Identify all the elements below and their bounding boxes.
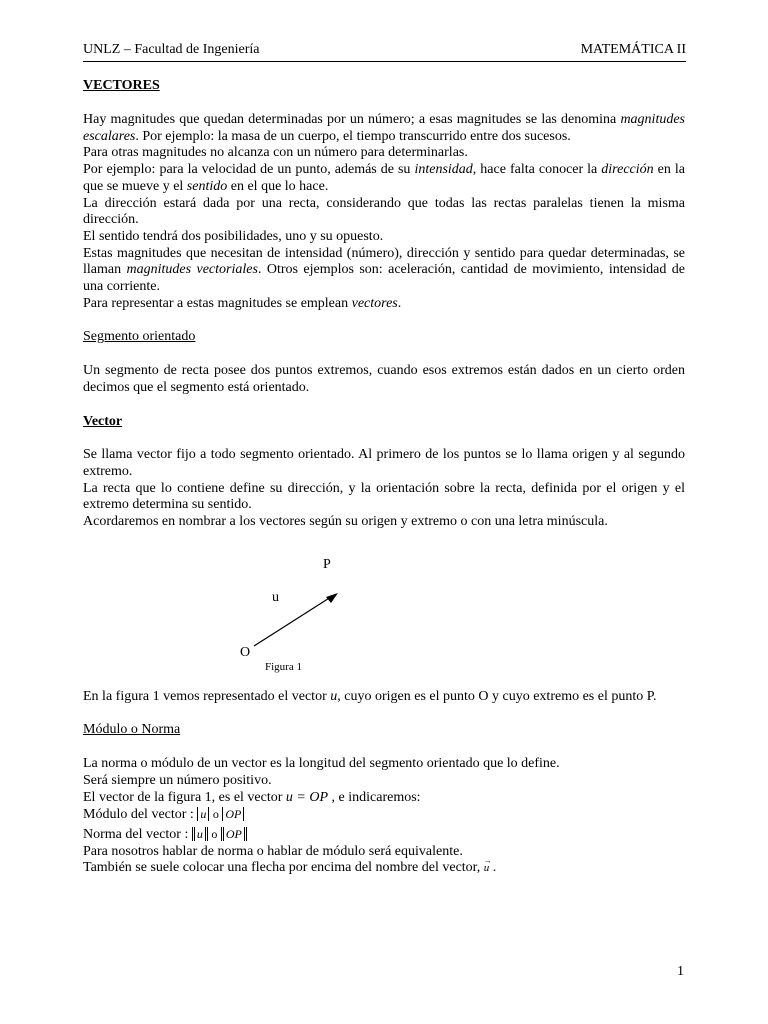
intro-p6-text-end: . Otros ejemplos son: aceleración, cantidad de movimiento, intensidad de una corriente. <box>83 262 685 295</box>
intro-p1-emphasis: magnitudes escalares <box>83 112 685 144</box>
segmento-paragraph: Un segmento de recta posee dos puntos extremos, cuando esos extremos están dados en un cierto orden decimos que el segmento está orientado. <box>83 363 685 395</box>
point-p-label: P <box>323 556 331 572</box>
vector-paragraph-2: La recta que lo contiene define su dirección, y la orientación sobre la recta, definida por el origen y el extremo determina su sentido. <box>83 480 685 513</box>
intro-p3-text-3: en la que se mueve y el <box>83 162 686 194</box>
point-o-label: O <box>240 644 251 660</box>
intro-paragraph-1 <box>83 112 685 145</box>
modulo-op-symbol: OP <box>222 807 244 821</box>
modulo-paragraph-2: Será siempre un número positivo. <box>83 772 272 788</box>
intro-p7-text-end: . <box>397 295 402 311</box>
section-title-modulo: Módulo o Norma <box>83 722 181 738</box>
modulo-paragraph-1: La norma o módulo de un vector es la longitud del segmento orientado que lo define. <box>83 756 560 772</box>
figure-caption: Figura 1 <box>265 660 302 673</box>
page-title: VECTORES <box>83 78 160 93</box>
arrow-head-icon <box>326 593 338 603</box>
intro-p3-emphasis-1: intensidad <box>414 162 473 178</box>
modulo-u-symbol: u <box>197 807 209 821</box>
vector-diagram <box>83 531 685 689</box>
intro-paragraph-5: El sentido tendrá dos posibilidades, uno y su opuesto. <box>83 228 384 244</box>
intro-p3-text-4: en el que lo hace. <box>227 178 329 194</box>
modulo-p5-text-end: . <box>489 860 497 876</box>
intro-paragraph-3 <box>83 162 685 195</box>
figure-desc-text: En la figura 1 vemos representado el vector <box>83 688 331 704</box>
modulo-or: o <box>212 807 219 822</box>
intro-p3-emphasis-3: sentido <box>186 178 228 194</box>
figure-desc-emphasis: u <box>330 688 338 704</box>
intro-paragraph-7 <box>83 296 685 313</box>
figure-desc-text-end: , cuyo origen es el punto O y cuyo extremo es el punto P. <box>337 688 657 704</box>
modulo-label: Módulo del vector : <box>83 807 198 823</box>
page-header <box>83 42 686 62</box>
intro-p3-text: Por ejemplo: para la velocidad de un punto, además de su <box>83 162 415 178</box>
modulo-paragraph-3 <box>83 790 685 807</box>
modulo-equation: u = OP <box>285 789 329 805</box>
figure-description <box>83 689 685 706</box>
section-title-vector: Vector <box>83 413 123 429</box>
vector-u-label: u <box>272 589 279 605</box>
intro-paragraph-6 <box>83 246 685 296</box>
intro-p7-emphasis: vectores <box>351 295 398 311</box>
norma-or: o <box>211 826 218 841</box>
intro-p1-text-end: . Por ejemplo: la masa de un cuerpo, el tiempo transcurrido entre dos sucesos. <box>135 128 571 144</box>
vector-paragraph-3: Acordaremos en nombrar a los vectores según su origen y extremo o con una letra minúscula. <box>83 514 608 530</box>
modulo-notation-line <box>83 806 685 824</box>
intro-p7-text: Para representar a estas magnitudes se emplean <box>83 295 352 311</box>
vector-paragraph-1: Se llama vector fijo a todo segmento orientado. Al primero de los puntos se lo llama origen y al segundo extremo. <box>83 447 685 479</box>
intro-p1-text: Hay magnitudes que quedan determinadas por un número; a esas magnitudes se las denomina <box>83 112 621 127</box>
norma-label: Norma del vector : <box>83 826 192 842</box>
intro-p6-emphasis: magnitudes vectoriales <box>126 262 258 278</box>
modulo-paragraph-4: Para nosotros hablar de norma o hablar de módulo será equivalente. <box>83 843 463 859</box>
vector-arrow-symbol: → u <box>484 862 490 874</box>
document-body <box>83 78 685 877</box>
header-left: UNLZ – Facultad de Ingeniería <box>83 42 260 57</box>
modulo-p5-text: También se suele colocar una flecha por encima del nombre del vector, <box>83 860 484 876</box>
intro-p3-emphasis-2: dirección <box>601 162 654 178</box>
section-title-segmento: Segmento orientado <box>83 329 196 345</box>
header-right: MATEMÁTICA II <box>580 42 686 57</box>
figure-1 <box>83 531 685 689</box>
intro-p6-text: Estas magnitudes que necesitan de intensidad (número), dirección y sentido para quedar determinadas, se llaman <box>83 245 685 278</box>
modulo-p3-text: El vector de la figura 1, es el vector <box>83 789 286 805</box>
modulo-paragraph-5 <box>83 860 685 877</box>
norma-op-symbol: OP <box>221 827 247 841</box>
modulo-p3-text-end: , e indicaremos: <box>328 789 421 805</box>
norma-notation-line <box>83 826 685 844</box>
vector-arrow-line <box>254 595 334 646</box>
norma-u-symbol: u <box>192 827 208 841</box>
intro-paragraph-4: La dirección estará dada por una recta, considerando que todas las rectas paralelas tienen la misma dirección. <box>83 195 685 228</box>
intro-paragraph-2: Para otras magnitudes no alcanza con un número para determinarlas. <box>83 145 468 161</box>
intro-p3-text-2: , hace falta conocer la <box>472 162 602 178</box>
page-number: 1 <box>677 964 684 979</box>
